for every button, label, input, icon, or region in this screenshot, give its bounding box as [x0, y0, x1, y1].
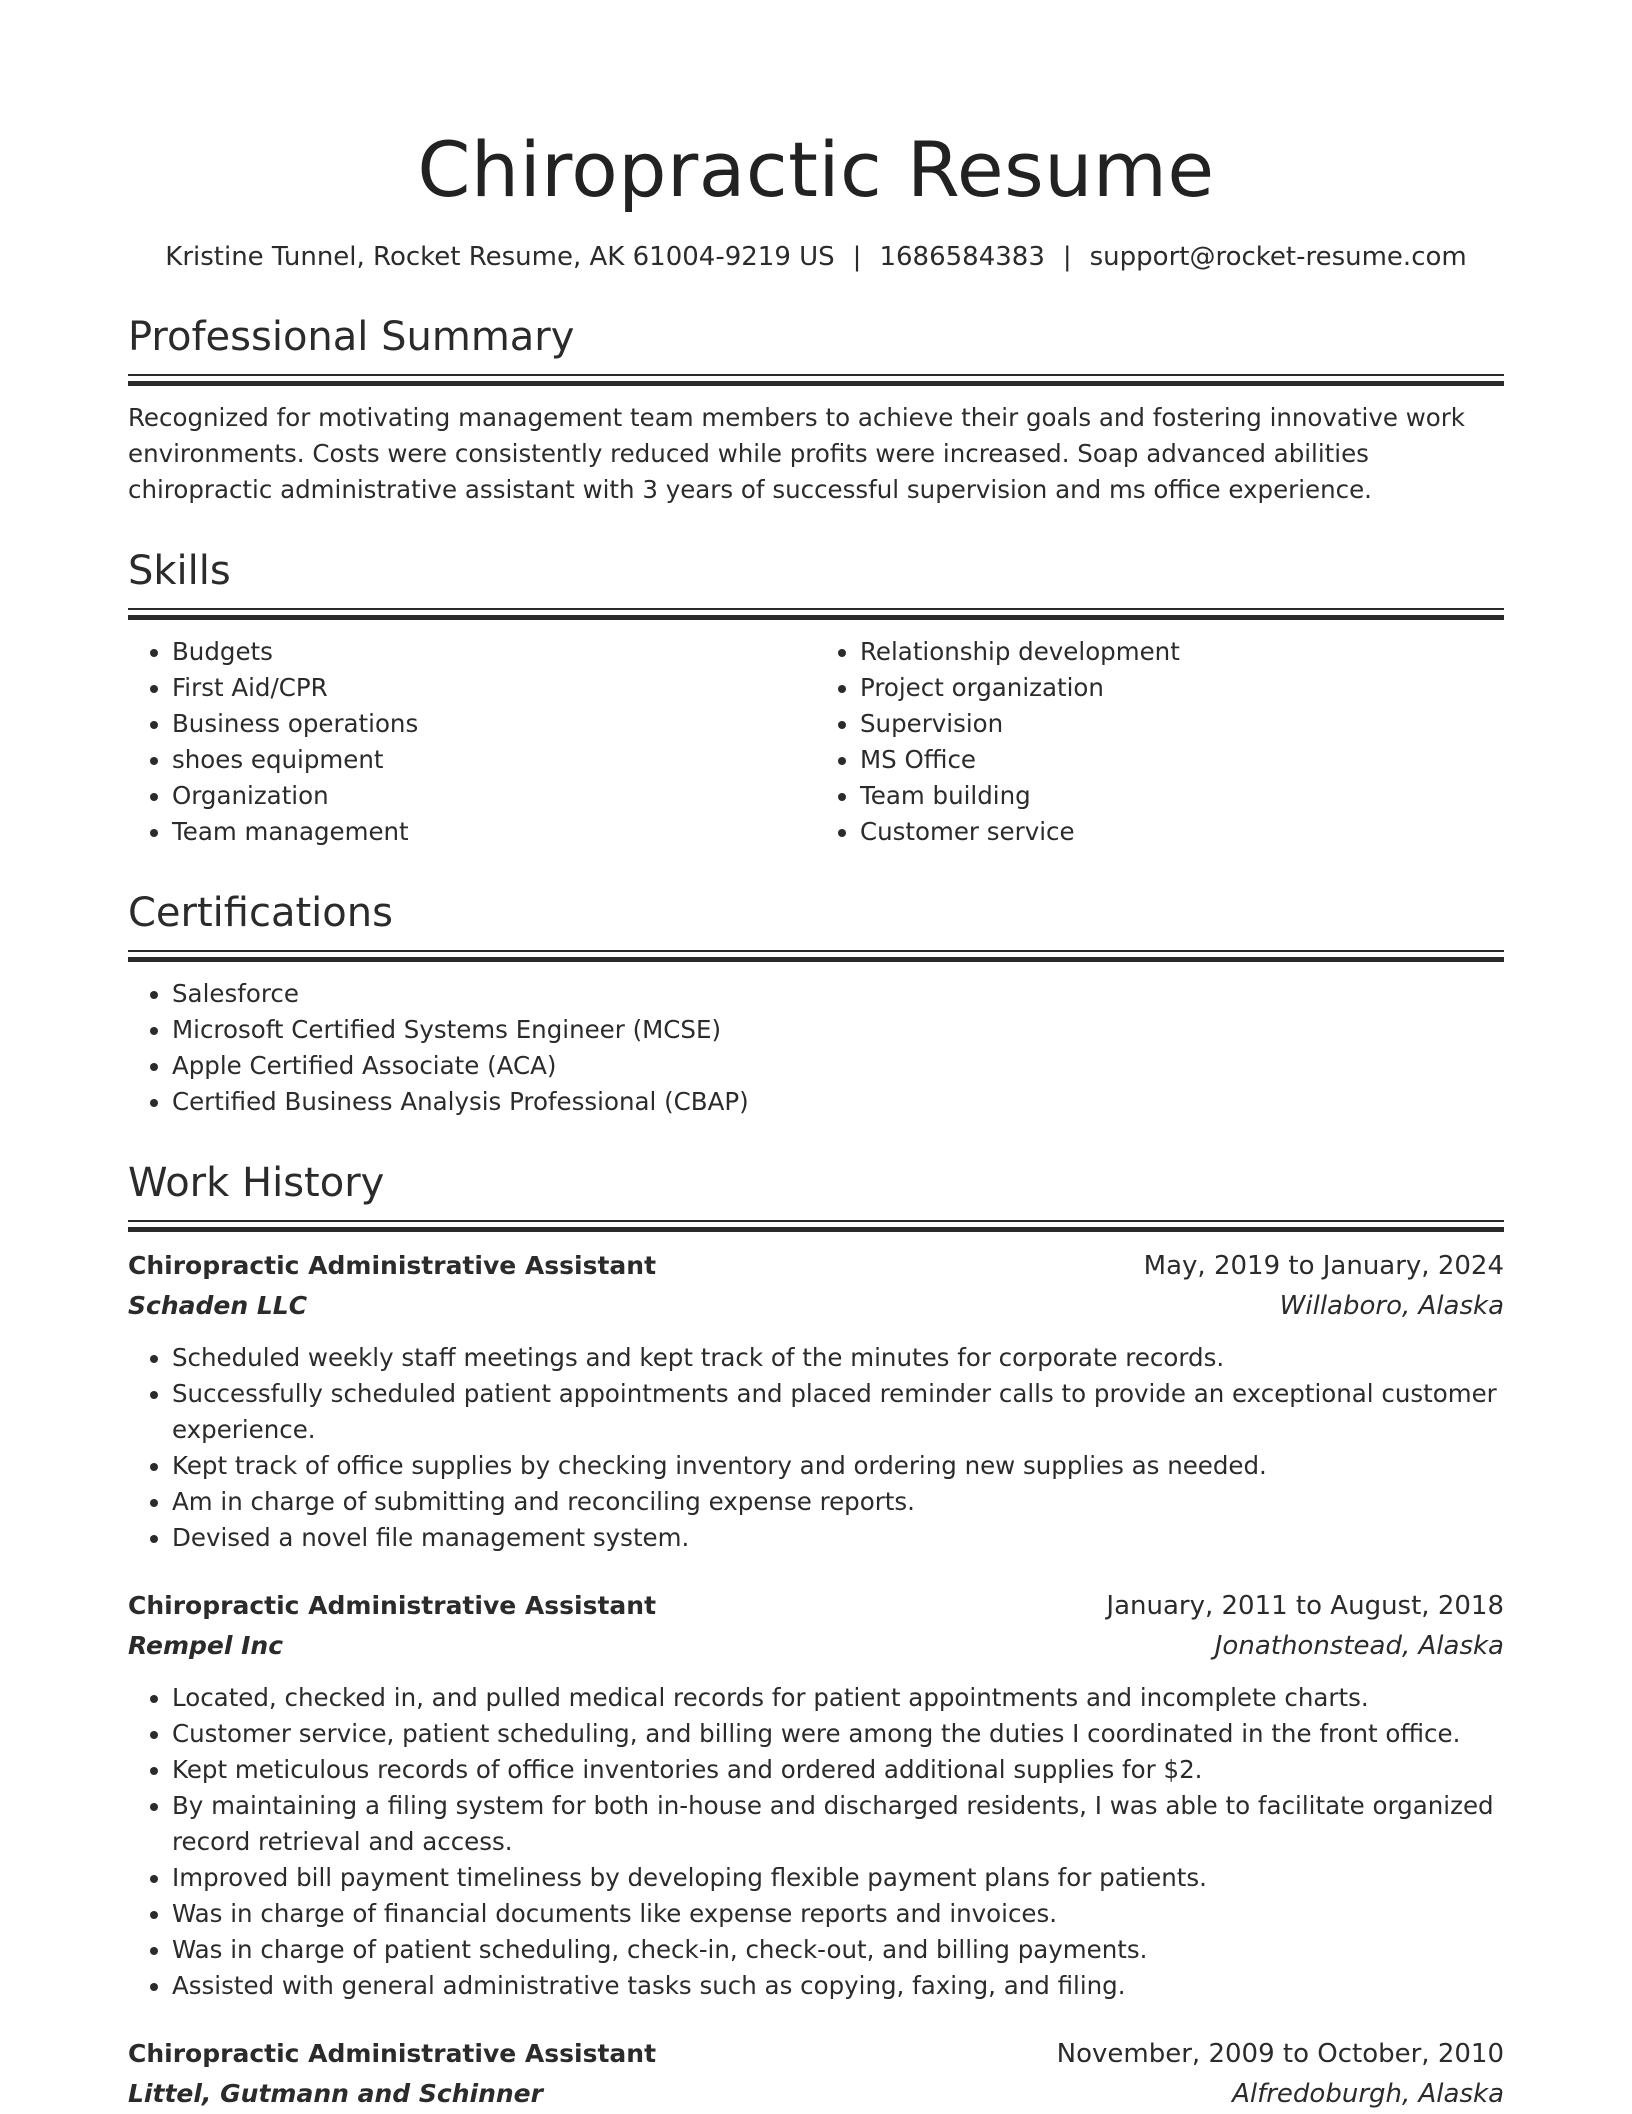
- skill-item: • Project organization: [860, 670, 1504, 706]
- job-bullet: • Kept meticulous records of office inventories and ordered additional supplies for $2.: [172, 1752, 1504, 1788]
- section-divider: [128, 374, 1504, 386]
- job-location: Alfredoburgh, Alaska: [1232, 2079, 1504, 2109]
- skills-list-right: [816, 634, 1504, 850]
- skill-item: • Team management: [172, 814, 816, 850]
- section-divider: [128, 950, 1504, 962]
- certifications-section: [128, 888, 1504, 1120]
- skill-item: • Organization: [172, 778, 816, 814]
- job-subheader: [128, 2074, 1504, 2114]
- contact-email: support@rocket-resume.com: [1089, 242, 1467, 272]
- job-bullet: • Improved bill payment timeliness by developing flexible payment plans for patients.: [172, 1860, 1504, 1896]
- job-dates: January, 2011 to August, 2018: [1106, 1591, 1504, 1621]
- job-subheader: [128, 1286, 1504, 1326]
- skill-item: • Relationship development: [860, 634, 1504, 670]
- job-bullet: • Successfully scheduled patient appointments and placed reminder calls to provide an exceptional customer experience.: [172, 1376, 1504, 1448]
- job-location: Jonathonstead, Alaska: [1214, 1631, 1504, 1661]
- job-title: Chiropractic Administrative Assistant: [128, 1251, 657, 1280]
- job-bullet: • Kept track of office supplies by checking inventory and ordering new supplies as needed.: [172, 1448, 1504, 1484]
- job-company: Schaden LLC: [128, 1291, 308, 1320]
- skill-item: • MS Office: [860, 742, 1504, 778]
- job-location: Willaboro, Alaska: [1279, 1291, 1504, 1321]
- skills-section: [128, 546, 1504, 850]
- skill-item: • Team building: [860, 778, 1504, 814]
- certifications-list: [128, 976, 1504, 1120]
- job-dates: November, 2009 to October, 2010: [1056, 2039, 1504, 2069]
- skills-columns: [128, 634, 1504, 850]
- job-bullet: • Am in charge of submitting and reconciling expense reports.: [172, 1484, 1504, 1520]
- work-history-section: [128, 1158, 1504, 2114]
- job-entry: [128, 2034, 1504, 2114]
- section-heading: Professional Summary: [128, 314, 575, 360]
- job-company: Littel, Gutmann and Schinner: [128, 2079, 543, 2108]
- section-heading: Certifications: [128, 890, 393, 936]
- job-bullets: [128, 1340, 1504, 1556]
- contact-separator: |: [852, 242, 862, 272]
- summary-text: Recognized for motivating management team members to achieve their goals and fostering innovative work environments. Costs were consistently reduced while profits were increased. Soap advanced abilities chiropractic administrative assistant with 3 years of successful supervision and ms office experience.: [128, 403, 1465, 504]
- job-subheader: [128, 1626, 1504, 1666]
- certification-item: • Salesforce: [172, 976, 1504, 1012]
- job-bullets: [128, 1680, 1504, 2004]
- contact-address: Kristine Tunnel, Rocket Resume, AK 61004-9219 US: [165, 242, 835, 272]
- job-bullet: • Assisted with general administrative tasks such as copying, faxing, and filing.: [172, 1968, 1504, 2004]
- job-entry: [128, 1586, 1504, 2004]
- skill-item: • Business operations: [172, 706, 816, 742]
- job-header: [128, 1246, 1504, 1286]
- job-bullet: • Was in charge of patient scheduling, check-in, check-out, and billing payments.: [172, 1932, 1504, 1968]
- certification-item: • Certified Business Analysis Professional (CBAP): [172, 1084, 1504, 1120]
- contact-phone: 1686584383: [879, 242, 1045, 272]
- job-title: Chiropractic Administrative Assistant: [128, 2039, 657, 2068]
- job-company: Rempel Inc: [128, 1631, 284, 1660]
- job-bullet: • By maintaining a filing system for both in-house and discharged residents, I was able to facilitate organized record retrieval and access.: [172, 1788, 1504, 1860]
- job-bullet: • Devised a novel file management system.: [172, 1520, 1504, 1556]
- summary-section: [128, 312, 1504, 508]
- job-title: Chiropractic Administrative Assistant: [128, 1591, 657, 1620]
- certification-item: • Apple Certified Associate (ACA): [172, 1048, 1504, 1084]
- contact-separator: |: [1062, 242, 1072, 272]
- skill-item: • Budgets: [172, 634, 816, 670]
- job-header: [128, 1586, 1504, 1626]
- section-divider: [128, 1220, 1504, 1232]
- skill-item: • First Aid/CPR: [172, 670, 816, 706]
- job-entry: [128, 1246, 1504, 1556]
- skills-list-left: [128, 634, 816, 850]
- job-bullet: • Located, checked in, and pulled medical records for patient appointments and incomplete charts.: [172, 1680, 1504, 1716]
- skill-item: • shoes equipment: [172, 742, 816, 778]
- job-dates: May, 2019 to January, 2024: [1143, 1251, 1504, 1281]
- certification-item: • Microsoft Certified Systems Engineer (MCSE): [172, 1012, 1504, 1048]
- job-bullet: • Was in charge of financial documents like expense reports and invoices.: [172, 1896, 1504, 1932]
- section-divider: [128, 608, 1504, 620]
- job-bullet: • Customer service, patient scheduling, and billing were among the duties I coordinated in the front office.: [172, 1716, 1504, 1752]
- section-heading: Skills: [128, 548, 231, 594]
- skill-item: • Customer service: [860, 814, 1504, 850]
- skill-item: • Supervision: [860, 706, 1504, 742]
- section-heading: Work History: [128, 1160, 385, 1206]
- job-bullet: • Scheduled weekly staff meetings and kept track of the minutes for corporate records.: [172, 1340, 1504, 1376]
- job-header: [128, 2034, 1504, 2074]
- contact-line: [128, 240, 1504, 274]
- page-title: Chiropractic Resume: [417, 125, 1215, 214]
